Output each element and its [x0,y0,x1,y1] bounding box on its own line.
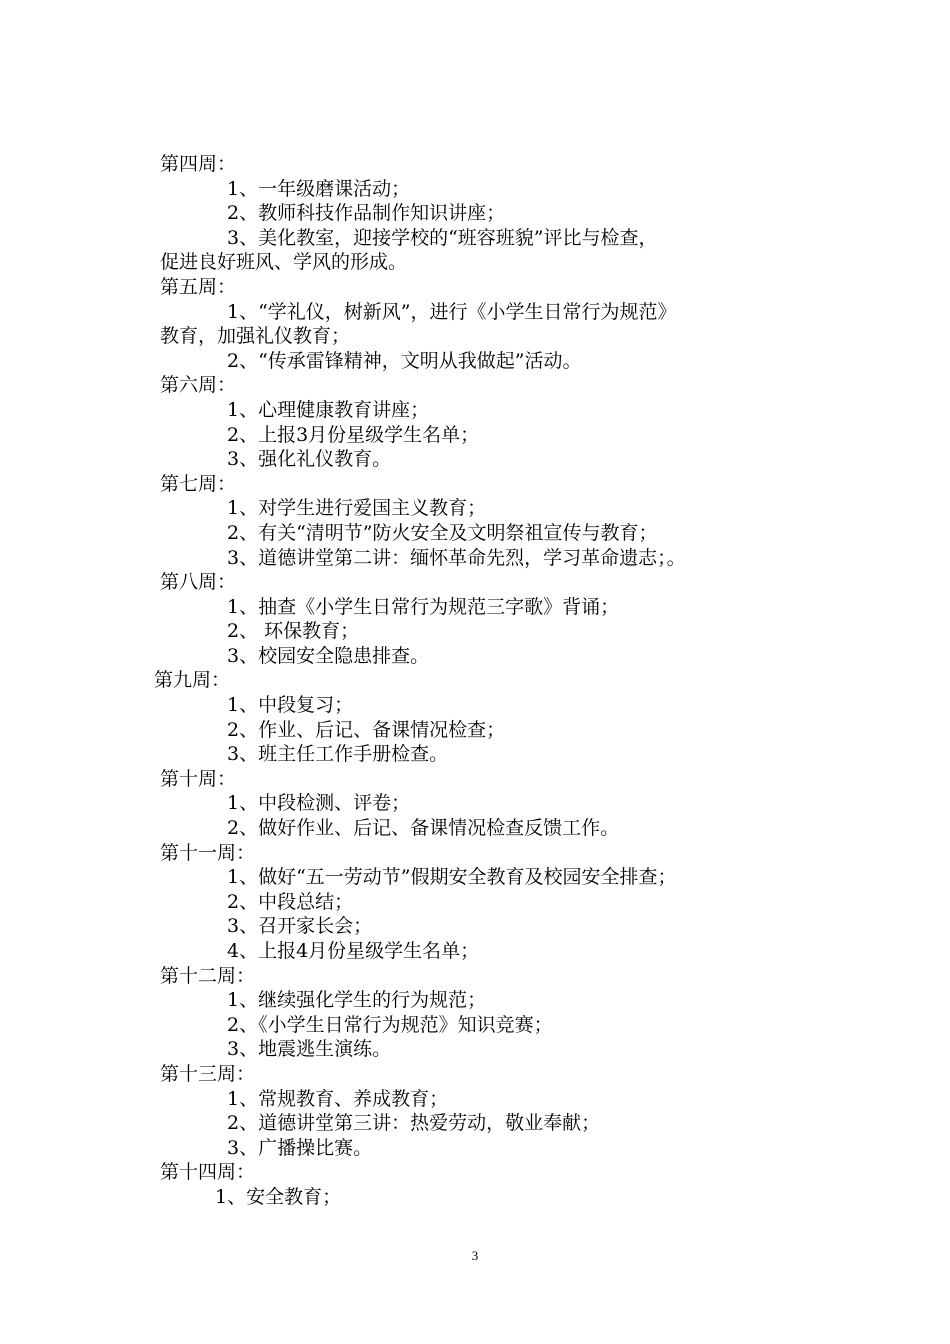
list-item: 2、作业、后记、备课情况检查； [227,718,506,741]
list-item: 3、召开家长会； [227,915,373,938]
list-item: 3、广播操比赛。 [227,1136,373,1159]
list-item: 3、道德讲堂第二讲：缅怀革命先烈，学习革命遗志；。 [227,546,686,569]
list-item: 2、有关“清明节”防火安全及文明祭祖宣传与教育； [227,521,658,544]
week-heading: 第八周： [160,571,237,594]
week-heading: 第五周： [160,275,237,298]
document-body [0,152,950,1210]
list-item: 1、中段复习； [227,694,354,717]
list-item-continuation: 促进良好班风、学风的形成。 [160,251,408,274]
week-heading: 第七周： [160,472,237,495]
list-item: 3、地震逃生演练。 [227,1038,392,1061]
list-item: 1、中段检测、评卷； [227,792,411,815]
list-item: 3、校园安全隐患排查。 [227,644,430,667]
list-item: 2、教师科技作品制作知识讲座； [227,202,506,225]
list-item: 1、对学生进行爱国主义教育； [227,497,487,520]
list-item: 2、“传承雷锋精神，文明从我做起”活动。 [227,349,582,372]
list-item: 2、上报3月份星级学生名单； [227,423,480,446]
week-heading: 第六周： [160,374,237,397]
list-item: 1、一年级磨课活动； [227,177,411,200]
list-item: 3、美化教室，迎接学校的“班容班貌”评比与检查， [227,226,658,249]
week-heading: 第十四周： [160,1161,256,1184]
week-heading: 第十三周： [160,1062,256,1085]
week-heading: 第十一周： [160,841,256,864]
list-item: 1、抽查《小学生日常行为规范三字歌》背诵； [227,595,620,618]
list-item: 2、 环保教育； [227,620,360,643]
list-item: 1、“学礼仪，树新风”，进行《小学生日常行为规范》 [227,300,677,323]
week-heading: 第十二周： [160,964,256,987]
list-item: 1、常规教育、养成教育； [227,1087,449,1110]
list-item: 1、心理健康教育讲座； [227,398,430,421]
list-item: 2、中段总结； [227,890,354,913]
list-item: 2、道德讲堂第三讲：热爱劳动，敬业奉献； [227,1112,601,1135]
list-item: 3、强化礼仪教育。 [227,448,392,471]
list-item: 1、做好“五一劳动节”假期安全教育及校园安全排查； [227,866,677,889]
page-number: 3 [471,1248,479,1263]
list-item: 2、《小学生日常行为规范》知识竞赛； [227,1013,553,1036]
list-item: 1、安全教育； [215,1185,342,1208]
week-heading: 第四周： [160,153,237,175]
list-item: 4、上报4月份星级学生名单； [227,940,480,962]
week-heading: 第九周： [154,669,231,692]
list-item-continuation: 教育，加强礼仪教育； [160,325,351,348]
week-heading: 第十周： [160,767,237,790]
list-item: 3、班主任工作手册检查。 [227,743,449,766]
list-item: 2、做好作业、后记、备课情况检查反馈工作。 [227,817,620,840]
list-item: 1、继续强化学生的行为规范； [227,989,487,1012]
